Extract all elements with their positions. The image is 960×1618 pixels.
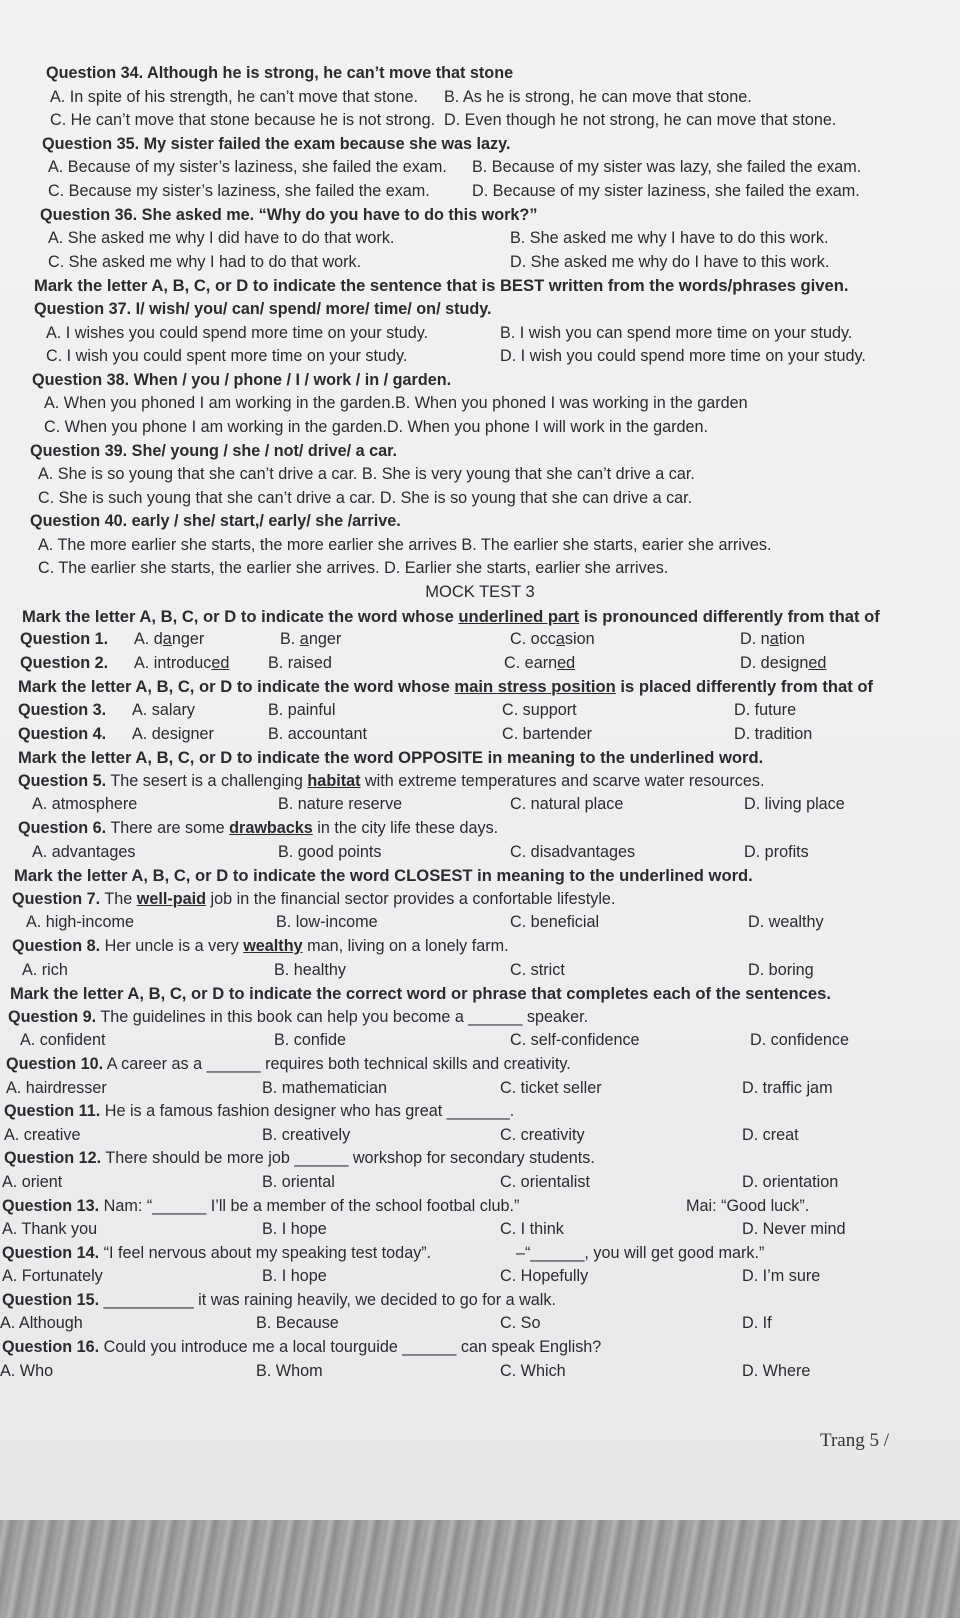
- option-c: C. ticket seller: [500, 1078, 602, 1097]
- question-7-label: Question 7.: [12, 889, 101, 908]
- instruction-underlined: underlined part: [458, 606, 580, 626]
- option-b: B. mathematician: [262, 1078, 388, 1097]
- question-13-prompt: [2, 1195, 519, 1219]
- question-1-label: Question 1.: [20, 630, 109, 649]
- question-text: The sesert is a challenging: [106, 771, 308, 790]
- option-b: B. confide: [274, 1031, 346, 1050]
- question-2-row: [0, 652, 960, 676]
- question-39-title: Question 39. She/ young / she / not/ drive/ a car.: [30, 441, 398, 460]
- option-d: D. wealthy: [748, 913, 824, 932]
- option-c: C. Hopefully: [500, 1267, 589, 1286]
- question-7-options: [0, 911, 960, 935]
- instruction-complete: Mark the letter A, B, C, or D to indicate the correct word or phrase that completes each of the sentences.: [10, 984, 831, 1004]
- option-c: C. He can’t move that stone because he is not strong.: [50, 111, 436, 130]
- question-5-label: Question 5.: [18, 771, 107, 790]
- question-3-row: [0, 699, 960, 723]
- question-38-title: Question 38. When / you / phone / I / work / in / garden.: [32, 370, 452, 389]
- option-a: A. Thank you: [2, 1220, 98, 1239]
- option-a: A. hairdresser: [6, 1078, 107, 1097]
- instruction-text: is pronounced differently from that of: [579, 606, 880, 626]
- question-15-options: [0, 1312, 960, 1336]
- underlined-word: well-paid: [136, 889, 207, 908]
- option-a: A. rich: [22, 960, 68, 979]
- option-text: D. n: [740, 630, 770, 649]
- option-d: D. She asked me why do I have to this work.: [510, 252, 830, 271]
- instruction-closest: Mark the letter A, B, C, or D to indicate the word CLOSEST in meaning to the underlined word.: [14, 866, 753, 886]
- option-d: D. boring: [748, 960, 814, 979]
- option-c: C. creativity: [500, 1125, 585, 1144]
- option-a: A. designer: [132, 724, 214, 743]
- option-c: C. I wish you could spent more time on your study.: [46, 347, 408, 366]
- option-d: [740, 652, 826, 676]
- option-d: D. Where: [742, 1361, 811, 1380]
- question-11-stem: [0, 1100, 960, 1124]
- question-36-title: Question 36. She asked me. “Why do you have to do this work?”: [40, 205, 538, 224]
- underlined-part: ed: [808, 653, 827, 672]
- option-a: [134, 628, 204, 652]
- option-c: C. She asked me why I had to do that work.: [48, 252, 362, 271]
- question-8-options: [0, 959, 960, 983]
- option-text: nger: [171, 630, 205, 649]
- option-d: D. Even though he not strong, he can move that stone.: [444, 111, 837, 130]
- question-10-options: [0, 1077, 960, 1101]
- underlined-word: drawbacks: [229, 819, 313, 837]
- option-a: A. Although: [0, 1314, 83, 1333]
- question-37-options-row2: [0, 345, 960, 369]
- option-c: C. Because my sister’s laziness, she failed the exam.: [48, 181, 430, 200]
- question-12-options: [0, 1171, 960, 1195]
- instruction-pronunciation: [0, 605, 960, 629]
- question-34-options-row1: [0, 86, 960, 110]
- question-14-label: Question 14.: [2, 1243, 100, 1262]
- option-b: B. Because of my sister was lazy, she failed the exam.: [472, 158, 862, 177]
- question-text: A career as a ______ requires both technical skills and creativity.: [103, 1054, 571, 1073]
- question-36-options-row2: [0, 251, 960, 275]
- question-text: with extreme temperatures and scarve water resources.: [360, 771, 765, 790]
- option-a: A. Because of my sister’s laziness, she failed the exam.: [48, 158, 447, 177]
- question-2-label: Question 2.: [20, 653, 109, 672]
- option-b: B. low-income: [276, 913, 378, 932]
- option-a: A. advantages: [32, 842, 136, 861]
- question-35-options-row1: [0, 156, 960, 180]
- option-text: nger: [308, 630, 342, 649]
- option-d: D. orientation: [742, 1172, 839, 1191]
- option-b: B. good points: [278, 842, 382, 861]
- option-a: A. salary: [132, 701, 195, 720]
- option-d: D. future: [734, 701, 797, 720]
- question-16-label: Question 16.: [2, 1338, 100, 1357]
- question-34-title: Question 34. Although he is strong, he can’t move that stone: [46, 64, 514, 82]
- option-b: B. As he is strong, he can move that stone.: [444, 87, 752, 106]
- question-38-options-ab: A. When you phoned I am working in the garden.B. When you phoned I was working in the garden: [44, 394, 748, 413]
- option-b: B. She asked me why I have to do this work.: [510, 229, 829, 248]
- option-a: A. high-income: [26, 913, 134, 932]
- question-text: Could you introduce me a local tourguide ______ can speak English?: [99, 1338, 602, 1357]
- question-9-stem: [0, 1006, 960, 1030]
- question-35-options-row2: [0, 180, 960, 204]
- question-5-options: [0, 793, 960, 817]
- option-d: D. living place: [744, 795, 845, 814]
- question-10-stem: [0, 1053, 960, 1077]
- option-c: C. natural place: [510, 795, 624, 814]
- option-b: B. nature reserve: [278, 795, 403, 814]
- option-text: B.: [280, 630, 300, 649]
- option-c: [504, 652, 575, 676]
- option-b: B. I wish you can spend more time on your study.: [500, 323, 853, 342]
- option-a: A. creative: [4, 1125, 81, 1144]
- option-d: D. If: [742, 1314, 772, 1333]
- instruction-opposite: Mark the letter A, B, C, or D to indicate the word OPPOSITE in meaning to the underlined word.: [18, 748, 764, 768]
- question-14-options: [0, 1265, 960, 1289]
- option-c: C. beneficial: [510, 913, 600, 932]
- question-text: There should be more job ______ workshop for secondary students.: [101, 1149, 595, 1168]
- question-36-options-row1: [0, 227, 960, 251]
- question-text: __________ it was raining heavily, we decided to go for a walk.: [99, 1290, 556, 1309]
- option-d: D. I’m sure: [742, 1267, 821, 1286]
- question-37-options-row1: [0, 322, 960, 346]
- question-15-label: Question 15.: [2, 1290, 100, 1309]
- question-37-title: Question 37. I/ wish/ you/ can/ spend/ more/ time/ on/ study.: [34, 299, 492, 318]
- option-d: D. creat: [742, 1125, 799, 1144]
- question-14-reply: –“______, you will get good mark.”: [516, 1243, 765, 1262]
- question-text: in the city life these days.: [312, 819, 499, 837]
- question-6-stem: [0, 817, 960, 841]
- question-8-label: Question 8.: [12, 936, 101, 955]
- question-5-stem: [0, 770, 960, 794]
- question-13-label: Question 13.: [2, 1196, 100, 1215]
- question-12-stem: [0, 1147, 960, 1171]
- question-38-options-cd: C. When you phone I am working in the garden.D. When you phone I will work in the garden.: [44, 417, 709, 436]
- option-c: C. I think: [500, 1220, 564, 1239]
- option-d: D. profits: [744, 842, 809, 861]
- question-13-options: [0, 1218, 960, 1242]
- underlined-part: a: [769, 630, 779, 649]
- option-a: A. I wishes you could spend more time on your study.: [46, 323, 429, 342]
- option-text: A. d: [134, 630, 163, 649]
- option-d: D. tradition: [734, 724, 813, 743]
- underlined-word: wealthy: [243, 936, 303, 955]
- option-text: sion: [564, 630, 595, 649]
- underlined-word: habitat: [307, 771, 361, 790]
- option-text: D. design: [740, 653, 809, 672]
- question-3-label: Question 3.: [18, 701, 107, 720]
- question-text: The: [100, 889, 137, 908]
- option-b: B. accountant: [268, 724, 367, 743]
- option-b: B. painful: [268, 701, 336, 720]
- option-b: [280, 628, 341, 652]
- question-text: The guidelines in this book can help you become a ______ speaker.: [96, 1007, 589, 1026]
- question-6-options: [0, 841, 960, 865]
- question-15-stem: [0, 1289, 960, 1313]
- option-a: A. atmosphere: [32, 795, 138, 814]
- question-11-label: Question 11.: [4, 1102, 101, 1121]
- underlined-part: a: [555, 630, 565, 649]
- option-c: [510, 628, 595, 652]
- question-13-reply: Mai: “Good luck”.: [686, 1196, 810, 1215]
- option-a: A. She asked me why I did have to do that work.: [48, 229, 395, 248]
- option-a: [134, 652, 229, 676]
- background-floor: [0, 1520, 960, 1618]
- question-8-stem: [0, 935, 960, 959]
- option-d: D. Because of my sister laziness, she failed the exam.: [472, 181, 860, 200]
- option-d: D. traffic jam: [742, 1078, 833, 1097]
- option-a: A. Fortunately: [2, 1267, 103, 1286]
- question-4-row: [0, 723, 960, 747]
- question-text: Her uncle is a very: [100, 936, 244, 955]
- question-text: Nam: “______ I’ll be a member of the school footbal club.”: [99, 1196, 520, 1215]
- option-b: B. creatively: [262, 1125, 351, 1144]
- option-b: B. oriental: [262, 1172, 335, 1191]
- instruction-sentence-building: Mark the letter A, B, C, or D to indicate the sentence that is BEST written from the words/phrases given.: [34, 276, 849, 296]
- option-d: D. I wish you could spend more time on your study.: [500, 347, 866, 366]
- question-11-options: [0, 1124, 960, 1148]
- exam-content: [0, 62, 960, 1383]
- option-text: C. occ: [510, 630, 556, 649]
- question-10-label: Question 10.: [6, 1054, 104, 1073]
- question-9-label: Question 9.: [8, 1007, 97, 1026]
- question-text: He is a famous fashion designer who has great _______.: [100, 1102, 515, 1121]
- question-1-row: [0, 628, 960, 652]
- underlined-part: a: [162, 630, 172, 649]
- underlined-part: a: [299, 630, 309, 649]
- option-b: B. healthy: [274, 960, 346, 979]
- question-40-options-cd: C. The earlier she starts, the earlier she arrives. D. Earlier she starts, earlier she arrives.: [38, 559, 669, 578]
- instruction-underlined: main stress position: [454, 677, 616, 697]
- instruction-stress: [0, 675, 960, 699]
- option-d: D. confidence: [750, 1031, 849, 1050]
- question-text: job in the financial sector provides a confortable lifestyle.: [206, 889, 616, 908]
- question-39-options-ab: A. She is so young that she can’t drive a car. B. She is very young that she can’t drive a car.: [38, 465, 695, 484]
- option-b: B. raised: [268, 653, 332, 672]
- option-c: C. So: [500, 1314, 541, 1333]
- question-12-label: Question 12.: [4, 1149, 102, 1168]
- question-text: There are some: [106, 819, 230, 837]
- instruction-text: is placed differently from that of: [615, 677, 874, 697]
- option-b: B. I hope: [262, 1220, 327, 1239]
- question-40-title: Question 40. early / she/ start,/ early/ she /arrive.: [30, 512, 401, 531]
- question-13-stem: [0, 1195, 960, 1219]
- underlined-part: ed: [211, 653, 230, 672]
- option-b: B. Whom: [256, 1361, 323, 1380]
- question-35-title: Question 35. My sister failed the exam because she was lazy.: [42, 134, 511, 153]
- option-d: [740, 628, 805, 652]
- option-c: C. strict: [510, 960, 565, 979]
- page-number: Trang 5 /: [820, 1430, 889, 1451]
- option-d: D. Never mind: [742, 1220, 846, 1239]
- instruction-text: Mark the letter A, B, C, or D to indicate the word whose: [22, 606, 459, 626]
- question-4-label: Question 4.: [18, 724, 107, 743]
- question-16-options: [0, 1360, 960, 1384]
- option-a: A. In spite of his strength, he can’t move that stone.: [50, 87, 419, 106]
- option-c: C. Which: [500, 1361, 566, 1380]
- option-b: B. I hope: [262, 1267, 327, 1286]
- question-text: “I feel nervous about my speaking test today”.: [99, 1243, 432, 1262]
- option-b: B. Because: [256, 1314, 339, 1333]
- option-c: C. self-confidence: [510, 1031, 640, 1050]
- question-7-stem: [0, 888, 960, 912]
- question-9-options: [0, 1029, 960, 1053]
- question-14-prompt: [2, 1242, 431, 1266]
- question-34-options-row2: [0, 109, 960, 133]
- instruction-text: Mark the letter A, B, C, or D to indicate the word whose: [18, 677, 455, 697]
- option-c: C. orientalist: [500, 1172, 590, 1191]
- question-40-options-ab: A. The more earlier she starts, the more earlier she arrives B. The earlier she starts, earier she arrives.: [38, 535, 772, 554]
- option-c: C. disadvantages: [510, 842, 636, 861]
- option-a: A. confident: [20, 1031, 106, 1050]
- question-16-stem: [0, 1336, 960, 1360]
- option-text: A. introduc: [134, 653, 212, 672]
- option-c: C. bartender: [502, 724, 592, 743]
- option-a: A. Who: [0, 1361, 54, 1380]
- option-a: A. orient: [2, 1172, 63, 1191]
- question-39-options-cd: C. She is such young that she can’t drive a car. D. She is so young that she can drive a car.: [38, 488, 693, 507]
- option-text: C. earn: [504, 653, 558, 672]
- question-6-label: Question 6.: [18, 819, 107, 837]
- question-14-stem: [0, 1242, 960, 1266]
- underlined-part: ed: [557, 653, 576, 672]
- option-c: C. support: [502, 701, 577, 720]
- question-text: man, living on a lonely farm.: [302, 936, 509, 955]
- mock-test-title: MOCK TEST 3: [425, 583, 535, 602]
- option-text: tion: [778, 630, 805, 649]
